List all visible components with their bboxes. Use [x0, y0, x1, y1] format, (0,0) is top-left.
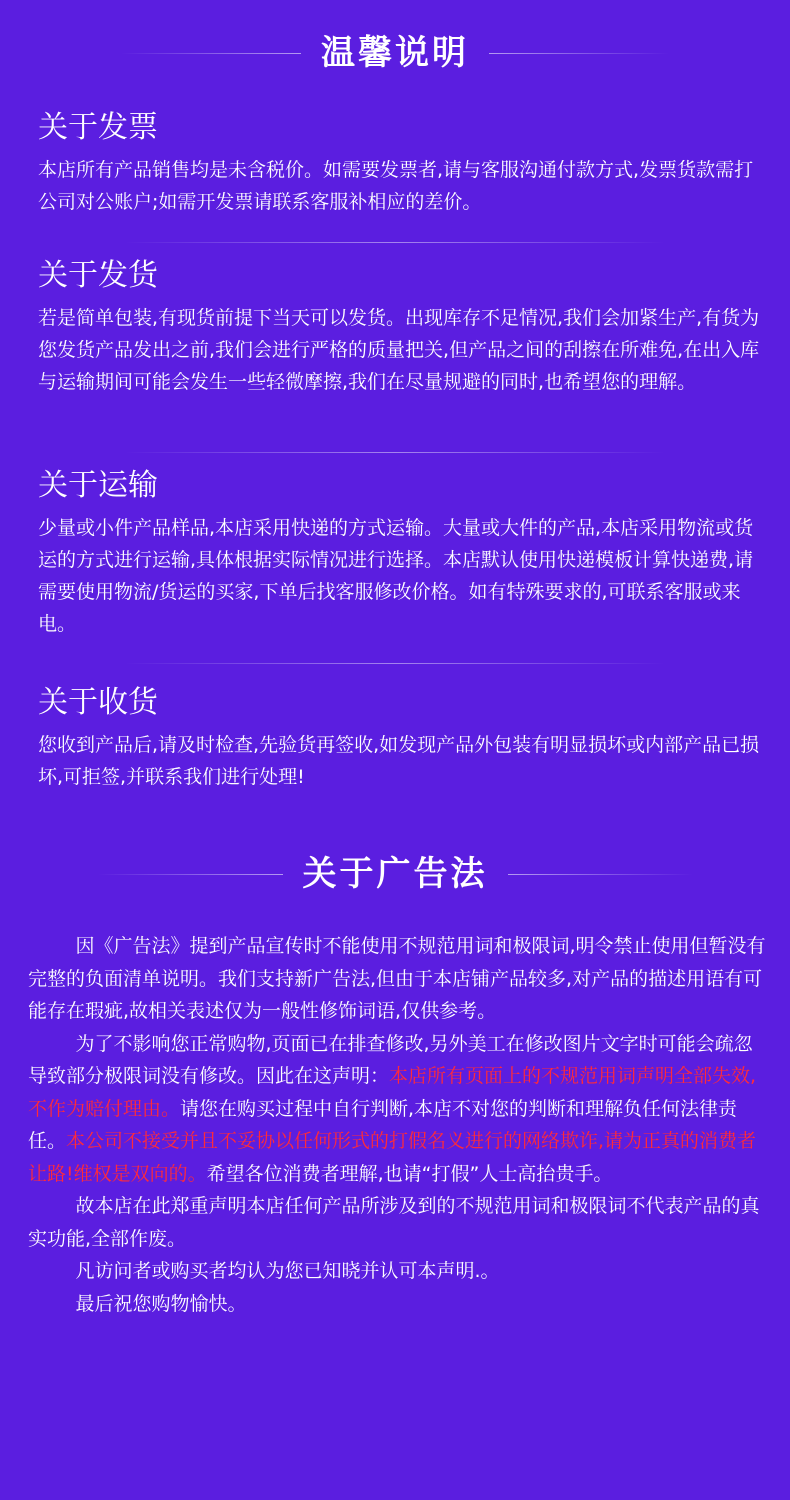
transport-body: 少量或小件产品样品,本店采用快递的方式运输。大量或大件的产品,本店采用物流或货运的方式进行运输,具体根据实际情况进行选择。本店默认使用快递模板计算快递费,请需要使用物流/货运的买家,下单后找客服修改价格。如有特殊要求的,可联系客服或来电。	[38, 517, 754, 635]
notice-header	[0, 33, 790, 73]
header-rule-left	[121, 53, 301, 54]
ad-law-paragraph-3: 故本店在此郑重声明本店任何产品所涉及到的不规范用词和极限词不代表产品的真实功能,全部作废。	[28, 1195, 760, 1250]
transport-heading: 关于运输	[38, 468, 158, 503]
shipping-section	[38, 256, 763, 398]
receiving-section	[38, 683, 763, 793]
section-divider	[125, 242, 665, 243]
ad-law-header	[0, 854, 790, 894]
ad-law-text: 希望各位消费者理解,也请“打假”人士高抬贵手。	[206, 1162, 613, 1185]
invoice-heading: 关于发票	[38, 110, 158, 145]
ad-law-paragraph-4: 凡访问者或购买者均认为您已知晓并认可本声明.。	[75, 1260, 500, 1282]
ad-law-title: 关于广告法	[302, 854, 488, 894]
ad-law-paragraph-1: 因《广告法》提到产品宣传时不能使用不规范用词和极限词,明令禁止使用但暂没有完整的负面清单说明。我们支持新广告法,但由于本店铺产品较多,对产品的描述用语有可能存在瑕疵,故相关表述仅为一般性修饰词语,仅供参考。	[28, 935, 766, 1022]
disclaimer-warning: 本店所有页面上的不规范用词声明全部失效,不作为赔付理由。	[28, 1065, 757, 1120]
header-rule-left	[98, 874, 283, 875]
invoice-body: 本店所有产品销售均是未含税价。如需要发票者,请与客服沟通付款方式,发票货款需打公司对公账户;如需开发票请联系客服补相应的差价。	[38, 159, 754, 213]
notice-title: 温馨说明	[321, 33, 469, 73]
header-rule-right	[489, 53, 669, 54]
ad-law-text: 请您在购买过程中自行判断,本店不对您的判断和理解负任何法律责任。	[28, 1097, 738, 1152]
shipping-body: 若是简单包装,有现货前提下当天可以发货。出现库存不足情况,我们会加紧生产,有货为您发货产品发出之前,我们会进行严格的质量把关,但产品之间的刮擦在所难免,在出入库与运输期间可能会发生一些轻微摩擦,我们在尽量规避的同时,也希望您的理解。	[38, 307, 760, 393]
section-divider	[125, 663, 665, 664]
receiving-body: 您收到产品后,请及时检查,先验货再签收,如发现产品外包装有明显损坏或内部产品已损坏,可拒签,并联系我们进行处理!	[38, 734, 760, 788]
ad-law-paragraph-2	[28, 1028, 768, 1191]
ad-law-paragraph-5: 最后祝您购物愉快。	[75, 1292, 247, 1315]
transport-section	[38, 466, 763, 640]
shipping-heading: 关于发货	[38, 258, 158, 293]
ad-law-text: 为了不影响您正常购物,页面已在排查修改,另外美工在修改图片文字时可能会疏忽导致部分极限词没有修改。因此在这声明：	[28, 1032, 753, 1087]
section-divider	[125, 452, 665, 453]
header-rule-right	[508, 874, 693, 875]
receiving-heading: 关于收货	[38, 685, 158, 720]
ad-law-body	[28, 930, 768, 1320]
anti-fraud-warning: 本公司不接受并且不妥协以任何形式的打假名义进行的网络欺诈,请为正真的消费者让路!维权是双向的。	[28, 1130, 757, 1185]
invoice-section	[38, 108, 763, 218]
